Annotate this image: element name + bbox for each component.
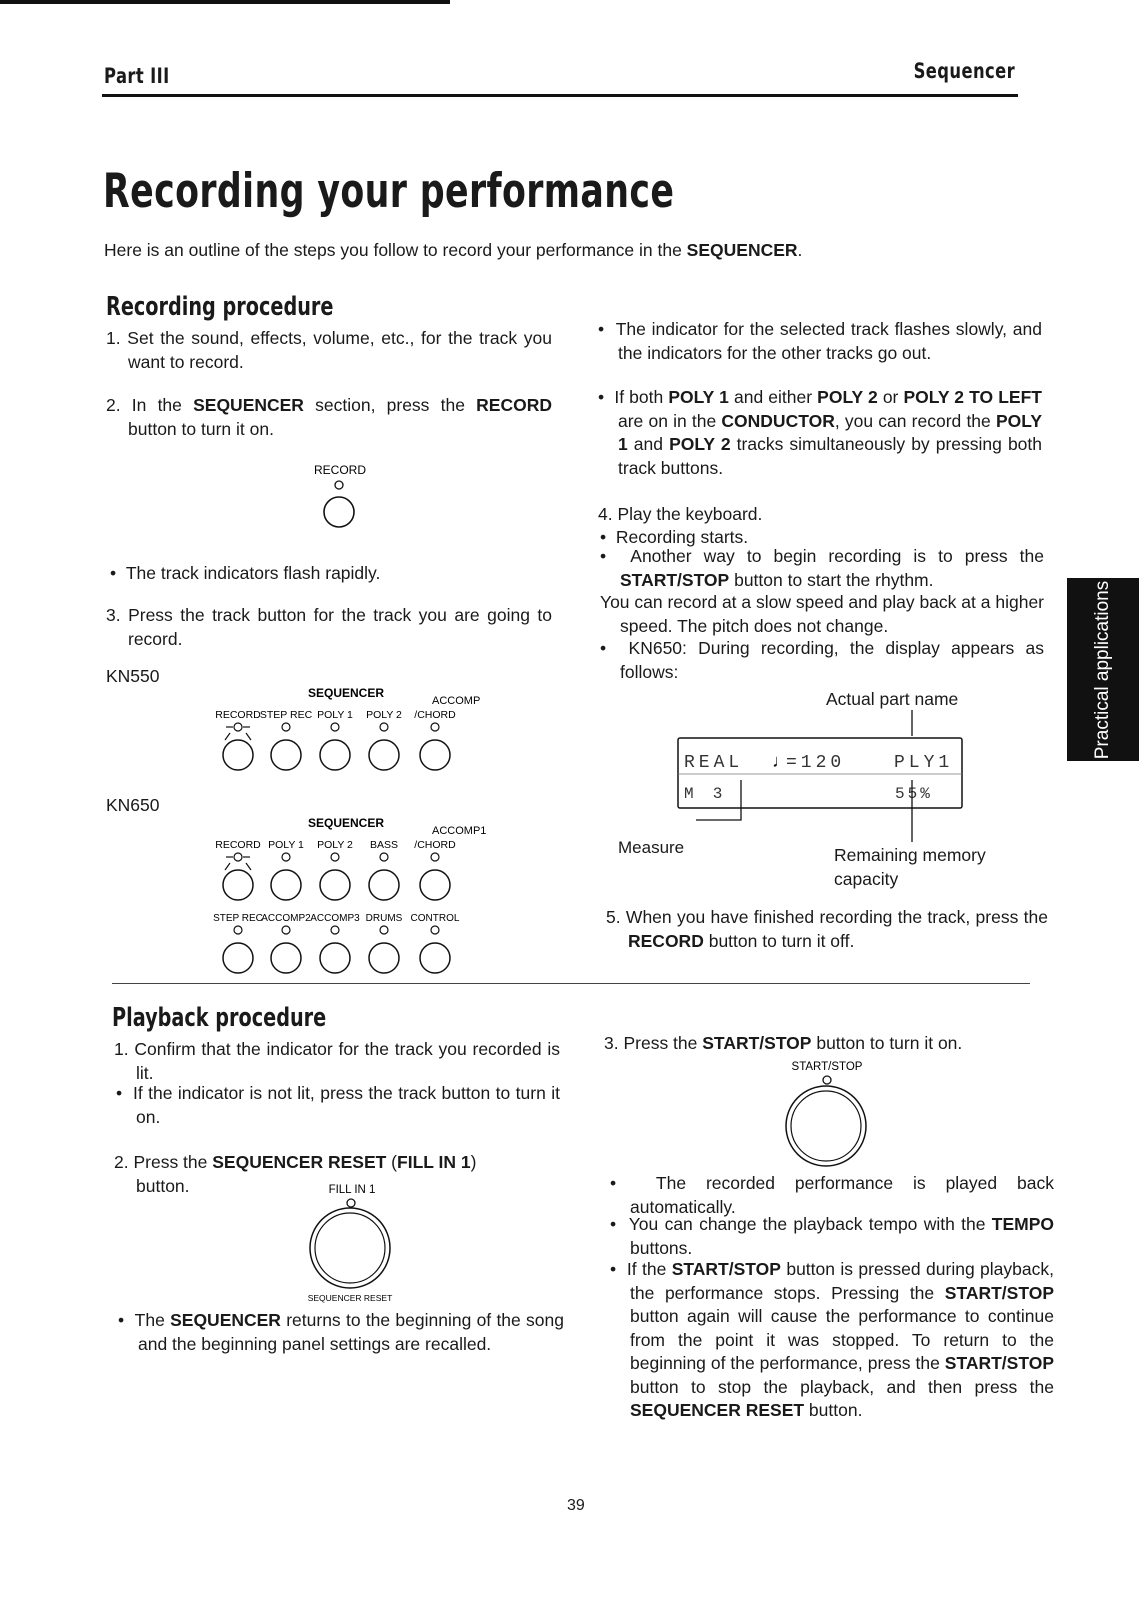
kn550-label-poly1: POLY 1 bbox=[317, 709, 353, 721]
kn550-indicator-poly1-icon bbox=[331, 723, 339, 731]
kn550-button-poly2-icon bbox=[369, 740, 399, 770]
kn650-indicator-accomp2-icon bbox=[282, 926, 290, 934]
playback-heading: Playback procedure bbox=[112, 1003, 327, 1033]
fill-in-button-outer-icon bbox=[310, 1208, 390, 1288]
kn650-label-drums: DRUMS bbox=[365, 913, 403, 924]
fill-in-button-diagram bbox=[290, 1177, 410, 1307]
bullet-tempo-buttons: • You can change the playback tempo with the TEMPO buttons. bbox=[610, 1214, 1054, 1258]
record-diagram-label: RECORD bbox=[313, 463, 367, 477]
kn650-sequencer-diagram bbox=[200, 810, 500, 985]
lcd-memory-text: 55% bbox=[895, 785, 933, 803]
recording-step-3: 3. Press the track button for the track you are going to record. bbox=[106, 605, 552, 649]
bullet-start-stop-record: • Another way to begin recording is to press the START/STOP button to start the rhythm. bbox=[600, 546, 1044, 590]
kn650-button-poly2-icon bbox=[320, 870, 350, 900]
kn550-indicator-steprec-icon bbox=[282, 723, 290, 731]
kn650-button-accomp3-icon bbox=[320, 943, 350, 973]
bullet-poly-tracks: • If both POLY 1 and either POLY 2 or POLY 2 TO LEFT are on in the CONDUCTOR, you can record the POLY 1 and POLY 2 tracks simultaneously by pressing both track buttons. bbox=[598, 387, 1043, 478]
bullet-indicator-not-lit: • If the indicator is not lit, press the track button to turn it on. bbox=[116, 1083, 560, 1127]
kn650-indicator-bass-icon bbox=[380, 853, 388, 861]
kn650-indicator-accomp3-icon bbox=[331, 926, 339, 934]
side-tab-label: Practical applications bbox=[1092, 580, 1113, 759]
kn650-indicator-record-icon bbox=[234, 853, 242, 861]
record-button-diagram bbox=[300, 460, 380, 540]
lcd-mode-text: REAL bbox=[684, 753, 744, 773]
kn650-label-record: RECORD bbox=[215, 839, 261, 851]
kn650-button-accomp2-icon bbox=[271, 943, 301, 973]
kn550-indicator-poly2-icon bbox=[380, 723, 388, 731]
kn550-sequencer-label: SEQUENCER bbox=[308, 686, 385, 700]
bullet-slow-speed: You can record at a slow speed and play back at a higher speed. The pitch does not change. bbox=[600, 592, 1044, 636]
bullet-sequencer-returns: • The SEQUENCER returns to the beginning of the song and the beginning panel settings are recalled. bbox=[118, 1310, 564, 1354]
bullet-selected-track: • The indicator for the selected track flashes slowly, and the indicators for the other tracks go out. bbox=[598, 319, 1042, 363]
recording-step-1: 1. Set the sound, effects, volume, etc., for the track you want to record. bbox=[106, 328, 552, 372]
quarter-note-icon: ♩ bbox=[772, 751, 790, 771]
kn550-accomp-label: ACCOMP bbox=[432, 695, 481, 707]
kn650-button-drums-icon bbox=[369, 943, 399, 973]
kn550-label-poly2: POLY 2 bbox=[366, 709, 402, 721]
kn650-indicator-steprec-icon bbox=[234, 926, 242, 934]
top-border-line bbox=[0, 0, 450, 4]
recording-step-2: 2. In the SEQUENCER section, press the RECORD button to turn it on. bbox=[106, 395, 552, 439]
playback-step-3: 3. Press the START/STOP button to turn it on. bbox=[604, 1033, 963, 1053]
start-stop-button-inner-icon bbox=[791, 1091, 861, 1161]
header-rule bbox=[102, 94, 1018, 97]
kn650-indicator-poly1-icon bbox=[282, 853, 290, 861]
fill-in-button-inner-icon bbox=[315, 1213, 385, 1283]
start-stop-indicator-icon bbox=[823, 1076, 831, 1084]
intro-text: Here is an outline of the steps you follow to record your performance in the SEQUENCER. bbox=[104, 240, 803, 260]
side-tab bbox=[1067, 578, 1139, 761]
page-title: Recording your performance bbox=[103, 164, 675, 219]
kn650-indicator-control-icon bbox=[431, 926, 439, 934]
kn550-label-record: RECORD bbox=[215, 709, 261, 721]
kn650-label-accomp3: ACCOMP3 bbox=[310, 913, 360, 924]
kn550-button-chord-icon bbox=[420, 740, 450, 770]
model-kn650: KN650 bbox=[106, 795, 160, 815]
bullet-track-indicators: • The track indicators flash rapidly. bbox=[110, 563, 381, 583]
remaining-memory-label: Remaining memory capacity bbox=[834, 845, 986, 889]
playback-step-2: 2. Press the SEQUENCER RESET (FILL IN 1) button. bbox=[114, 1152, 477, 1196]
kn550-button-poly1-icon bbox=[320, 740, 350, 770]
start-stop-button-diagram bbox=[768, 1052, 888, 1172]
kn650-button-steprec-icon bbox=[223, 943, 253, 973]
kn550-sequencer-diagram bbox=[200, 680, 500, 775]
bullet-start-stop-playback: • If the START/STOP button is pressed during playback, the performance stops. Pressing the START/STOP button again will cause the performance to continue from the point it was stopped. To return to the beginning of the performance, press the START/STOP button to stop the playback, and then press the SEQUENCER RESET button. bbox=[610, 1259, 1054, 1420]
kn550-indicator-chord-icon bbox=[431, 723, 439, 731]
model-kn550: KN550 bbox=[106, 666, 160, 686]
kn650-label-poly1: POLY 1 bbox=[268, 839, 304, 851]
recording-step-5: 5. When you have finished recording the track, press the RECORD button to turn it off. bbox=[606, 907, 1048, 951]
kn650-label-control: CONTROL bbox=[410, 913, 460, 924]
header-part: Part III bbox=[104, 64, 170, 88]
kn550-label-chord: /CHORD bbox=[414, 709, 456, 721]
lcd-tempo-text: =120 bbox=[786, 753, 846, 773]
kn550-label-steprec: STEP REC bbox=[259, 709, 313, 721]
kn650-label-poly2: POLY 2 bbox=[317, 839, 353, 851]
playback-step-1: 1. Confirm that the indicator for the track you recorded is lit. bbox=[114, 1039, 560, 1083]
kn650-flash-icon bbox=[225, 857, 251, 870]
kn650-label-chord: /CHORD bbox=[414, 839, 456, 851]
kn550-indicator-record-icon bbox=[234, 723, 242, 731]
section-divider bbox=[112, 983, 1030, 984]
kn550-button-record-icon bbox=[223, 740, 253, 770]
kn650-button-bass-icon bbox=[369, 870, 399, 900]
kn650-label-accomp2: ACCOMP2 bbox=[261, 913, 311, 924]
bullet-played-back: • The recorded performance is played back automatically. bbox=[610, 1173, 1054, 1217]
kn650-button-poly1-icon bbox=[271, 870, 301, 900]
measure-callout-label: Measure bbox=[618, 838, 685, 857]
page-number: 39 bbox=[567, 1497, 585, 1514]
kn650-indicator-drums-icon bbox=[380, 926, 388, 934]
kn650-label-bass: BASS bbox=[369, 839, 399, 851]
lcd-part-text: PLY1 bbox=[894, 753, 954, 773]
bullet-kn650-display: • KN650: During recording, the display appears as follows: bbox=[600, 638, 1044, 682]
record-button-icon bbox=[324, 497, 354, 527]
start-stop-button-outer-icon bbox=[786, 1086, 866, 1166]
kn650-indicator-poly2-icon bbox=[331, 853, 339, 861]
recording-step-4: 4. Play the keyboard. bbox=[598, 504, 763, 524]
kn650-indicator-chord-icon bbox=[431, 853, 439, 861]
record-indicator-icon bbox=[335, 481, 343, 489]
fill-in-label: FILL IN 1 bbox=[328, 1184, 376, 1196]
sequencer-reset-label: SEQUENCER RESET bbox=[307, 1293, 393, 1303]
kn650-sequencer-label: SEQUENCER bbox=[308, 816, 385, 830]
kn550-flash-icon bbox=[225, 727, 251, 740]
start-stop-label: START/STOP bbox=[791, 1061, 863, 1073]
recording-heading: Recording procedure bbox=[106, 292, 334, 322]
kn650-button-chord-icon bbox=[420, 870, 450, 900]
fill-in-indicator-icon bbox=[347, 1199, 355, 1207]
kn550-button-steprec-icon bbox=[271, 740, 301, 770]
header-section: Sequencer bbox=[913, 59, 1015, 83]
bullet-recording-starts: • Recording starts. bbox=[600, 527, 749, 547]
kn650-label-steprec: STEP REC bbox=[213, 913, 263, 924]
kn650-accomp-label: ACCOMP1 bbox=[432, 825, 487, 837]
kn650-button-record-icon bbox=[223, 870, 253, 900]
kn650-button-control-icon bbox=[420, 943, 450, 973]
actual-part-name-label: Actual part name bbox=[826, 689, 959, 709]
lcd-measure-text: M 3 bbox=[684, 785, 723, 803]
